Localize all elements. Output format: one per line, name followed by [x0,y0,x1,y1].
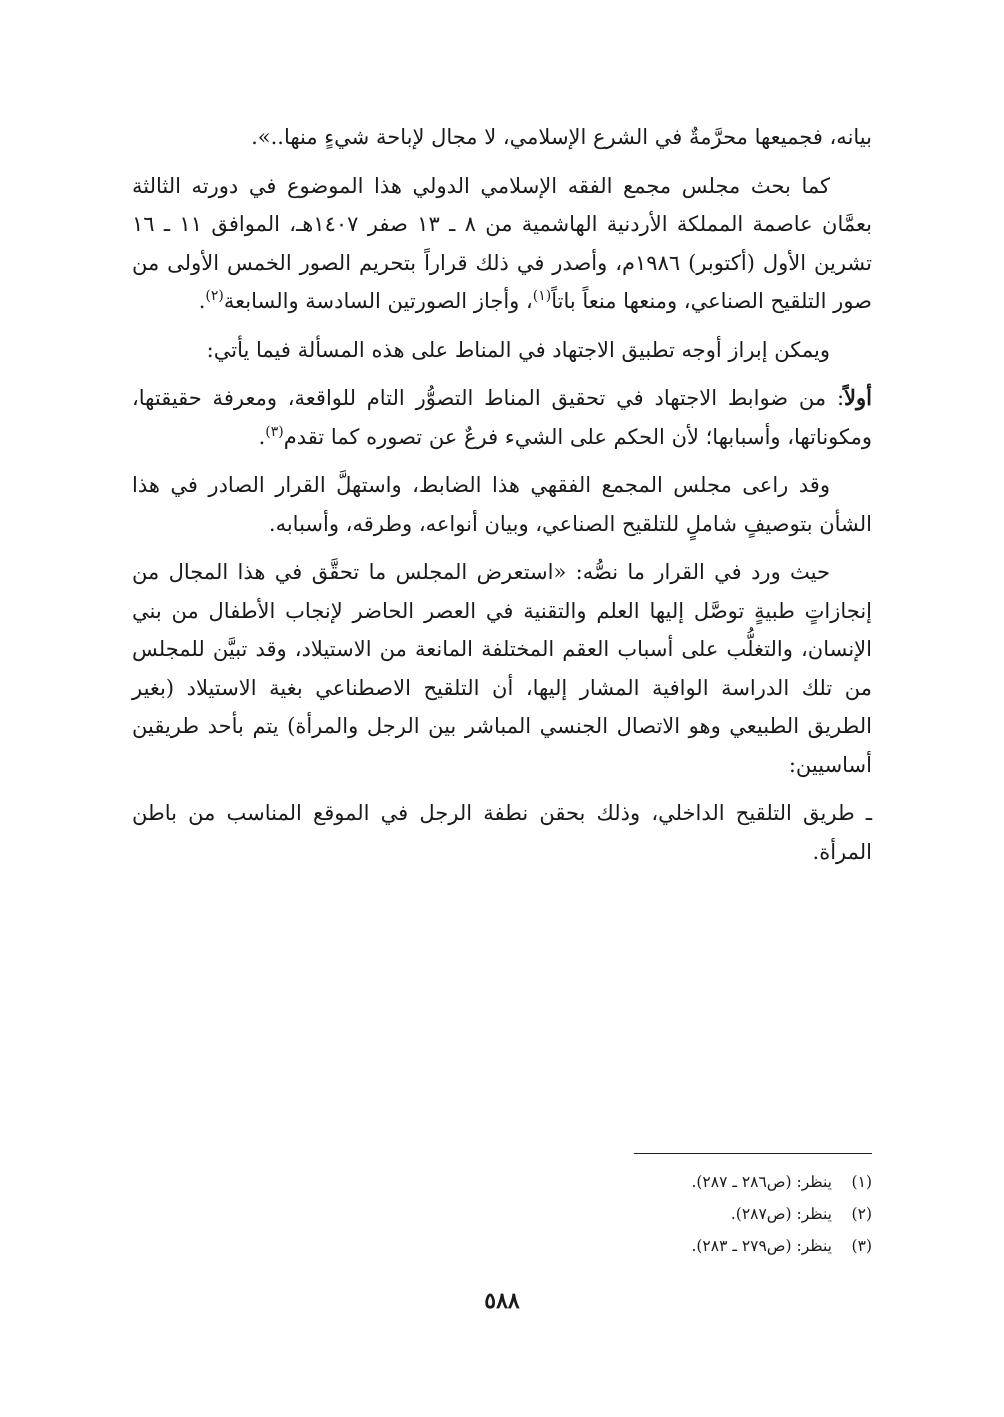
footnote-number: (٢) [851,1205,872,1223]
footnote-divider [634,1153,872,1154]
page-number: ٥٨٨ [484,1288,520,1314]
paragraph-text: ، وأجاز الصورتين السادسة والسابعة [223,289,533,313]
footnote-ref-1[interactable]: (١) [532,288,552,304]
footnote-number: (٣) [851,1237,872,1255]
paragraph-intro-aspects: ويمكن إبراز أوجه تطبيق الاجتهاد في المناط على هذه المسألة فيما يأتي: [206,337,830,362]
paragraph-first-point [132,379,872,456]
footnote-ref-3[interactable]: (٣) [265,423,284,440]
footnotes [132,1166,872,1262]
paragraph-internal-method: ـ طريق التلقيح الداخلي، وذلك بحقن نطفة الرجل في الموقع المناسب من باطن المرأة. [132,801,872,864]
footnote-item [132,1166,872,1198]
footnote-text: ينظر: (ص٢٨٧). [730,1205,832,1223]
paragraph-council-session [132,167,872,321]
footnote-number: (١) [851,1173,872,1191]
footnote-item [132,1198,872,1230]
point-lead: أولاً [844,385,872,410]
paragraph-text: . [198,289,206,313]
footnote-item [132,1230,872,1262]
paragraph-continuation: بيانه، فجميعها محرَّمةٌ في الشرع الإسلامي، لا مجال لإباحة شيءٍ منها..». [251,125,872,149]
footnote-ref-2[interactable]: (٢) [205,288,224,304]
page-body [132,118,872,881]
paragraph-council-observed: وقد راعى مجلس المجمع الفقهي هذا الضابط، واستهلَّ القرار الصادر في هذا الشأن بتوصيفٍ شاملٍ للتلقيح الصناعي، وبيان أنواعه، وطرقه، وأسبابه. [132,473,872,536]
footnote-text: ينظر: (ص٢٨٦ ـ ٢٨٧). [691,1173,832,1191]
paragraph-text: : من ضوابط الاجتهاد في تحقيق المناط التصوُّر التام للواقعة، ومعرفة حقيقتها، ومكوناتها، وأسبابها؛ لأن الحكم على الشيء فرعٌ عن تصوره كما تقدم [132,386,872,449]
paragraph-text: كما بحث مجلس مجمع الفقه الإسلامي الدولي هذا الموضوع في دورته الثالثة بعمَّان عاصمة المملكة الأردنية الهاشمية من ٨ ـ ١٣ صفر ١٤٠٧هـ، الموافق ١١ ـ ١٦ تشرين الأول (أكتوبر) ١٩٨٦م، وأصدر في ذلك قراراً بتحريم الصور الخمس الأولى من صور التلقيح الصناعي، ومنعها منعاً باتاً [132,173,873,313]
paragraph-text: . [258,424,266,449]
paragraph-decision-quote: حيث ورد في القرار ما نصُّه: «استعرض المجلس ما تحقَّق في هذا المجال من إنجازاتٍ طبيةٍ توصَّل إليها العلم والتقنية في العصر الحاضر لإنجاب الأطفال من بني الإنسان، والتغلُّب على أسباب العقم المختلفة المانعة من الاستيلاد، وقد تبيَّن للمجلس من تلك الدراسة الوافية المشار إليها، أن التلقيح الاصطناعي بغية الاستيلاد (بغير الطريق الطبيعي وهو الاتصال الجنسي المباشر بين الرجل والمرأة) يتم بأحد طريقين أساسيين: [132,560,872,777]
footnote-text: ينظر: (ص٢٧٩ ـ ٢٨٣). [691,1237,832,1255]
